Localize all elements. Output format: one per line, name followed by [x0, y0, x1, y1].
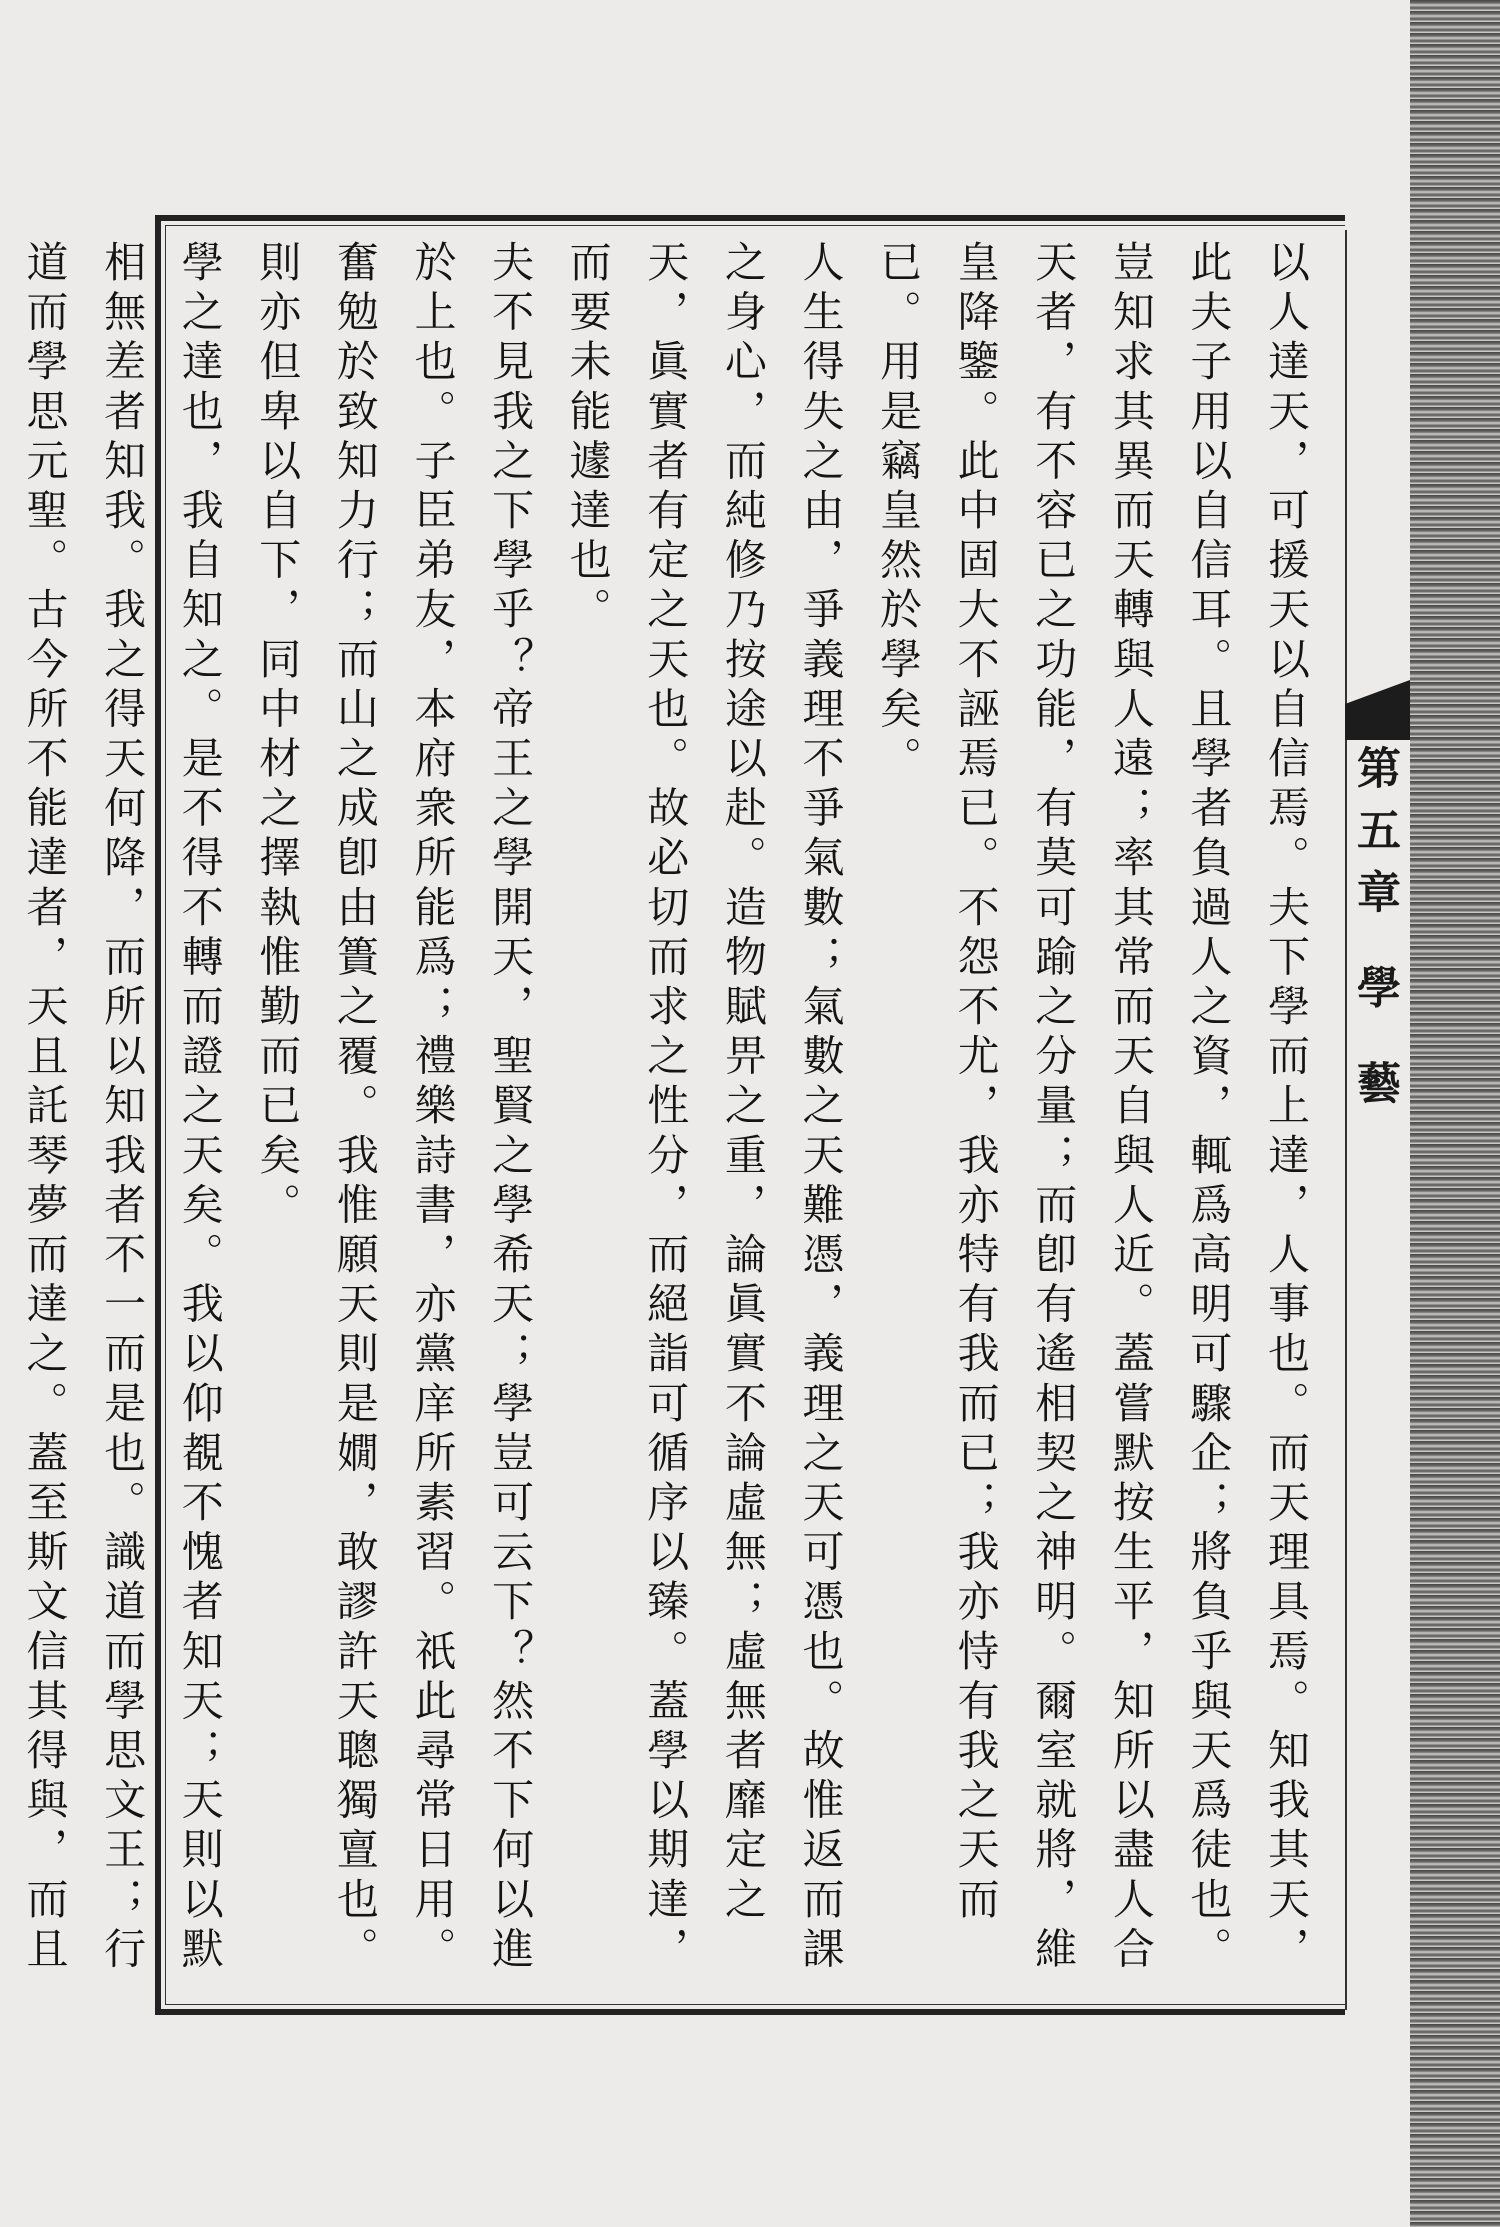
paragraph-1: 以人達天，可援天以自信焉。夫下學而上達，人事也。而天理具焉。知我其天，此夫子用以自信耳。且學者負過人之資，輒爲高明可驟企；將負乎與天爲徒也。豈知求其異而天轉與人遠；率其常而天自與人近。蓋嘗默按生平，知所以盡人合天者，有不容已之功能，有莫可踰之分量；而卽有遙相契之神明。爾室就將，維皇降鑒。此中固大不誣焉已。不怨不尤，我亦特有我而已；我亦恃有我之天而已。用是竊皇然於學矣。 [874, 240, 1311, 1976]
paragraph-3: 夫不見我之下學乎？帝王之學開天，聖賢之學希天；學豈可云下？然不下何以進於上也。子臣弟友，本府衆所能爲；禮樂詩書，亦黨庠所素習。祇此尋常日用。奮勉於致知力行；而山之成卽由簣之覆。我惟願天則是嫺，敢謬許天聰獨亶也。則亦但卑以自下，同中材之擇執惟勤而已矣。 [253, 240, 536, 1976]
chapter-title: 第五章 學 藝 [1349, 745, 1400, 1122]
library-stamp [1450, 840, 1490, 1180]
paragraph-2: 人生得失之由，爭義理不爭氣數；氣數之天難憑，義理之天可憑也。故惟返而課之身心，而純修乃按途以赴。造物賦畀之重，論眞實不論虛無；虛無者靡定之天，眞實者有定之天也。故必切而求之性分，而絕詣可循序以臻。蓋學以期達，而要未能遽達也。 [563, 240, 846, 1976]
paragraph-4: 學之達也，我自知之。是不得不轉而證之天矣。我以仰覩不愧者知天；天則以默相無差者知我。我之得天何降，而所以知我者不一而是也。識道而學思文王；行道而學思元聖。古今所不能達者，天且託琴夢而達之。蓋至斯文信其得與，而且 [20, 240, 225, 1976]
body-text [20, 240, 1325, 2000]
